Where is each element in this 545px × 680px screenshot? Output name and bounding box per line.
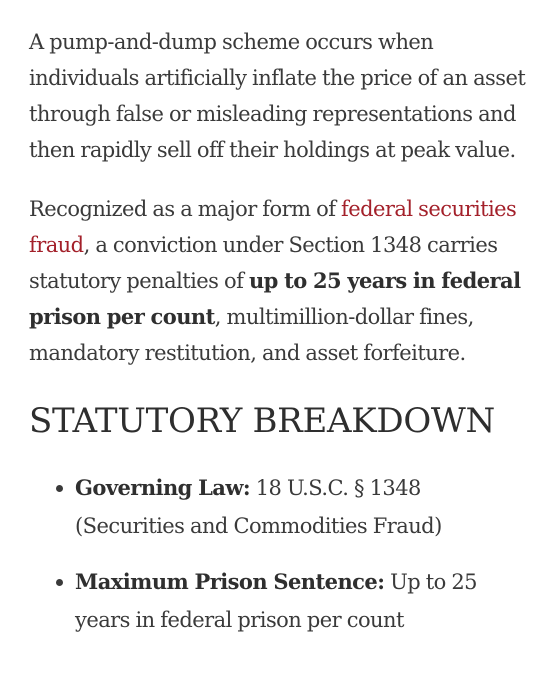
statutory-breakdown-heading: STATUTORY BREAKDOWN [29, 401, 495, 441]
federal-securities-fraud-link[interactable]: federal securities fraud [29, 197, 517, 257]
article-content [29, 24, 533, 657]
statutory-breakdown-list [29, 469, 533, 639]
governing-law-label: Governing Law: [75, 475, 251, 500]
governing-law-value: 18 U.S.C. § 1348 (Securities and Commodities Fraud) [75, 476, 442, 538]
bullet-icon [56, 579, 63, 586]
max-penalty-bold: up to 25 years in federal prison per count [29, 268, 521, 329]
penalties-text-middle: , a conviction under Section 1348 carries statutory penalties of [29, 233, 498, 293]
penalties-text-start: Recognized as a major form of [29, 197, 342, 221]
list-item-governing-law [29, 469, 533, 545]
intro-paragraph: A pump-and-dump scheme occurs when individuals artificially inflate the price of an asset through false or misleading representations and then rapidly sell off their holdings at peak value. [29, 30, 526, 162]
max-sentence-value: Up to 25 years in federal prison per count [75, 570, 477, 632]
penalties-paragraph [29, 191, 533, 371]
bullet-icon [56, 485, 63, 492]
penalties-text-end: , multimillion-dollar fines, mandatory restitution, and asset forfeiture. [29, 305, 474, 365]
list-item-max-sentence [29, 563, 533, 639]
max-sentence-label: Maximum Prison Sentence: [75, 569, 385, 594]
